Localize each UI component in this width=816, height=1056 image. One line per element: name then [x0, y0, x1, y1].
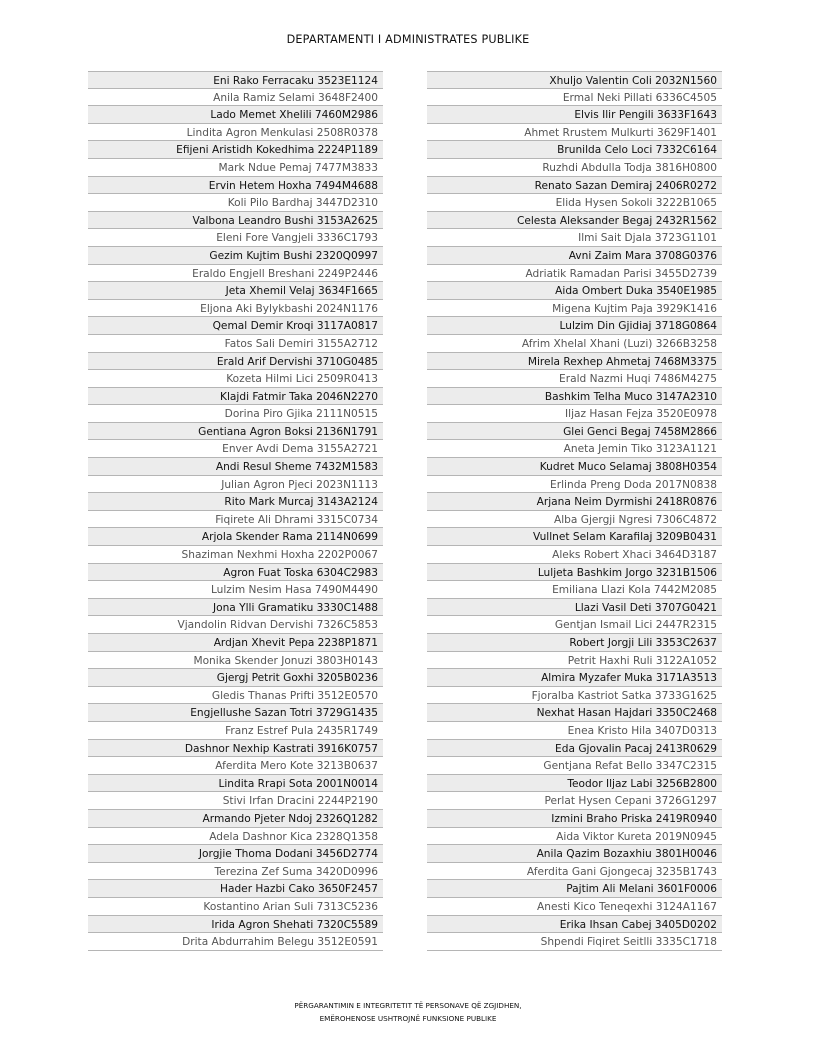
- list-item: Ilmi Sait Djala 3723G1101: [427, 229, 722, 247]
- list-item: Jorgjie Thoma Dodani 3456D2774: [88, 845, 383, 863]
- list-item: Ahmet Rrustem Mulkurti 3629F1401: [427, 124, 722, 142]
- list-item: Efijeni Aristidh Kokedhima 2224P1189: [88, 141, 383, 159]
- list-item: Qemal Demir Kroqi 3117A0817: [88, 317, 383, 335]
- list-item: Aleks Robert Xhaci 3464D3187: [427, 546, 722, 564]
- list-item: Glei Genci Begaj 7458M2866: [427, 423, 722, 441]
- list-item: Iljaz Hasan Fejza 3520E0978: [427, 405, 722, 423]
- list-item: Eda Gjovalin Pacaj 2413R0629: [427, 740, 722, 758]
- list-item: Bashkim Telha Muco 3147A2310: [427, 388, 722, 406]
- list-item: Kudret Muco Selamaj 3808H0354: [427, 458, 722, 476]
- list-item: Terezina Zef Suma 3420D0996: [88, 863, 383, 881]
- list-item: Perlat Hysen Cepani 3726G1297: [427, 792, 722, 810]
- list-item: Rito Mark Murcaj 3143A2124: [88, 493, 383, 511]
- list-item: Aferdita Gani Gjongecaj 3235B1743: [427, 863, 722, 881]
- list-item: Teodor Iljaz Labi 3256B2800: [427, 775, 722, 793]
- page-title: DEPARTAMENTI I ADMINISTRATES PUBLIKE: [286, 33, 530, 46]
- list-item: Anesti Kico Teneqexhi 3124A1167: [427, 898, 722, 916]
- list-item: Valbona Leandro Bushi 3153A2625: [88, 212, 383, 230]
- list-item: Franz Estref Pula 2435R1749: [88, 722, 383, 740]
- list-item: Jeta Xhemil Velaj 3634F1665: [88, 282, 383, 300]
- list-item: Dashnor Nexhip Kastrati 3916K0757: [88, 740, 383, 758]
- list-item: Klajdi Fatmir Taka 2046N2270: [88, 388, 383, 406]
- list-item: Mark Ndue Pemaj 7477M3833: [88, 159, 383, 177]
- list-item: Adela Dashnor Kica 2328Q1358: [88, 828, 383, 846]
- list-item: Afrim Xhelal Xhani (Luzi) 3266B3258: [427, 335, 722, 353]
- list-item: Aida Viktor Kureta 2019N0945: [427, 828, 722, 846]
- list-item: Armando Pjeter Ndoj 2326Q1282: [88, 810, 383, 828]
- list-item: Irida Agron Shehati 7320C5589: [88, 916, 383, 934]
- list-item: Celesta Aleksander Begaj 2432R1562: [427, 212, 722, 230]
- list-item: Petrit Haxhi Ruli 3122A1052: [427, 652, 722, 670]
- list-item: Arjola Skender Rama 2114N0699: [88, 528, 383, 546]
- list-item: Gezim Kujtim Bushi 2320Q0997: [88, 247, 383, 265]
- list-item: Enver Avdi Dema 3155A2721: [88, 440, 383, 458]
- list-item: Gjergj Petrit Goxhi 3205B0236: [88, 669, 383, 687]
- list-item: Lindita Agron Menkulasi 2508R0378: [88, 124, 383, 142]
- list-item: Eleni Fore Vangjeli 3336C1793: [88, 229, 383, 247]
- list-item: Agron Fuat Toska 6304C2983: [88, 564, 383, 582]
- list-item: Fatos Sali Demiri 3155A2712: [88, 335, 383, 353]
- list-item: Gentjana Refat Bello 3347C2315: [427, 757, 722, 775]
- list-item: Almira Myzafer Muka 3171A3513: [427, 669, 722, 687]
- list-item: Mirela Rexhep Ahmetaj 7468M3375: [427, 353, 722, 371]
- list-item: Llazi Vasil Deti 3707G0421: [427, 599, 722, 617]
- list-item: Gentiana Agron Boksi 2136N1791: [88, 423, 383, 441]
- list-item: Shaziman Nexhmi Hoxha 2202P0067: [88, 546, 383, 564]
- list-item: Aneta Jemin Tiko 3123A1121: [427, 440, 722, 458]
- list-item: Lulzim Din Gjidiaj 3718G0864: [427, 317, 722, 335]
- list-item: Pajtim Ali Melani 3601F0006: [427, 880, 722, 898]
- list-item: Fjoralba Kastriot Satka 3733G1625: [427, 687, 722, 705]
- list-item: Hader Hazbi Cako 3650F2457: [88, 880, 383, 898]
- list-item: Izmini Braho Priska 2419R0940: [427, 810, 722, 828]
- list-item: Nexhat Hasan Hajdari 3350C2468: [427, 704, 722, 722]
- list-item: Anila Ramiz Selami 3648F2400: [88, 89, 383, 107]
- list-item: Lado Memet Xhelili 7460M2986: [88, 106, 383, 124]
- list-item: Koli Pilo Bardhaj 3447D2310: [88, 194, 383, 212]
- list-item: Eraldo Engjell Breshani 2249P2446: [88, 265, 383, 283]
- list-item: Eni Rako Ferracaku 3523E1124: [88, 71, 383, 89]
- list-item: Enea Kristo Hila 3407D0313: [427, 722, 722, 740]
- list-item: Erlinda Preng Doda 2017N0838: [427, 476, 722, 494]
- list-item: Elvis Ilir Pengili 3633F1643: [427, 106, 722, 124]
- list-item: Renato Sazan Demiraj 2406R0272: [427, 177, 722, 195]
- list-item: Kozeta Hilmi Lici 2509R0413: [88, 370, 383, 388]
- list-item: Eljona Aki Bylykbashi 2024N1176: [88, 300, 383, 318]
- list-item: Ardjan Xhevit Pepa 2238P1871: [88, 634, 383, 652]
- list-item: Luljeta Bashkim Jorgo 3231B1506: [427, 564, 722, 582]
- list-item: Monika Skender Jonuzi 3803H0143: [88, 652, 383, 670]
- list-item: Engjellushe Sazan Totri 3729G1435: [88, 704, 383, 722]
- right-name-list: [427, 71, 722, 951]
- list-item: Fiqirete Ali Dhrami 3315C0734: [88, 511, 383, 529]
- list-item: Vjandolin Ridvan Dervishi 7326C5853: [88, 616, 383, 634]
- left-name-list: [88, 71, 383, 951]
- list-item: Lindita Rrapi Sota 2001N0014: [88, 775, 383, 793]
- list-item: Robert Jorgji Lili 3353C2637: [427, 634, 722, 652]
- list-item: Erald Nazmi Huqi 7486M4275: [427, 370, 722, 388]
- list-item: Gledis Thanas Prifti 3512E0570: [88, 687, 383, 705]
- list-item: Erald Arif Dervishi 3710G0485: [88, 353, 383, 371]
- list-item: Vullnet Selam Karafilaj 3209B0431: [427, 528, 722, 546]
- list-item: Migena Kujtim Paja 3929K1416: [427, 300, 722, 318]
- list-item: Aida Ombert Duka 3540E1985: [427, 282, 722, 300]
- list-item: Ruzhdi Abdulla Todja 3816H0800: [427, 159, 722, 177]
- list-item: Alba Gjergji Ngresi 7306C4872: [427, 511, 722, 529]
- list-item: Stivi Irfan Dracini 2244P2190: [88, 792, 383, 810]
- list-item: Dorina Piro Gjika 2111N0515: [88, 405, 383, 423]
- list-item: Xhuljo Valentin Coli 2032N1560: [427, 71, 722, 89]
- list-item: Avni Zaim Mara 3708G0376: [427, 247, 722, 265]
- list-item: Arjana Neim Dyrmishi 2418R0876: [427, 493, 722, 511]
- list-item: Aferdita Mero Kote 3213B0637: [88, 757, 383, 775]
- list-item: Jona Ylli Gramatiku 3330C1488: [88, 599, 383, 617]
- list-item: Kostantino Arian Suli 7313C5236: [88, 898, 383, 916]
- list-item: Julian Agron Pjeci 2023N1113: [88, 476, 383, 494]
- page-footer: [0, 999, 816, 1025]
- list-item: Shpendi Fiqiret Seitlli 3335C1718: [427, 933, 722, 951]
- footer-line-1: PËRGARANTIMIN E INTEGRITETIT TË PERSONAVE QË ZGJIDHEN,: [294, 1001, 522, 1010]
- footer-line-2: EMËROHENOSE USHTROJNË FUNKSIONE PUBLIKE: [319, 1014, 497, 1023]
- list-item: Drita Abdurrahim Belegu 3512E0591: [88, 933, 383, 951]
- list-item: Gentjan Ismail Lici 2447R2315: [427, 616, 722, 634]
- list-item: Emiliana Llazi Kola 7442M2085: [427, 581, 722, 599]
- list-item: Adriatik Ramadan Parisi 3455D2739: [427, 265, 722, 283]
- list-item: Ervin Hetem Hoxha 7494M4688: [88, 177, 383, 195]
- list-item: Elida Hysen Sokoli 3222B1065: [427, 194, 722, 212]
- list-item: Brunilda Celo Loci 7332C6164: [427, 141, 722, 159]
- list-item: Erika Ihsan Cabej 3405D0202: [427, 916, 722, 934]
- list-item: Lulzim Nesim Hasa 7490M4490: [88, 581, 383, 599]
- list-item: Ermal Neki Pillati 6336C4505: [427, 89, 722, 107]
- list-item: Andi Resul Sheme 7432M1583: [88, 458, 383, 476]
- list-item: Anila Qazim Bozaxhiu 3801H0046: [427, 845, 722, 863]
